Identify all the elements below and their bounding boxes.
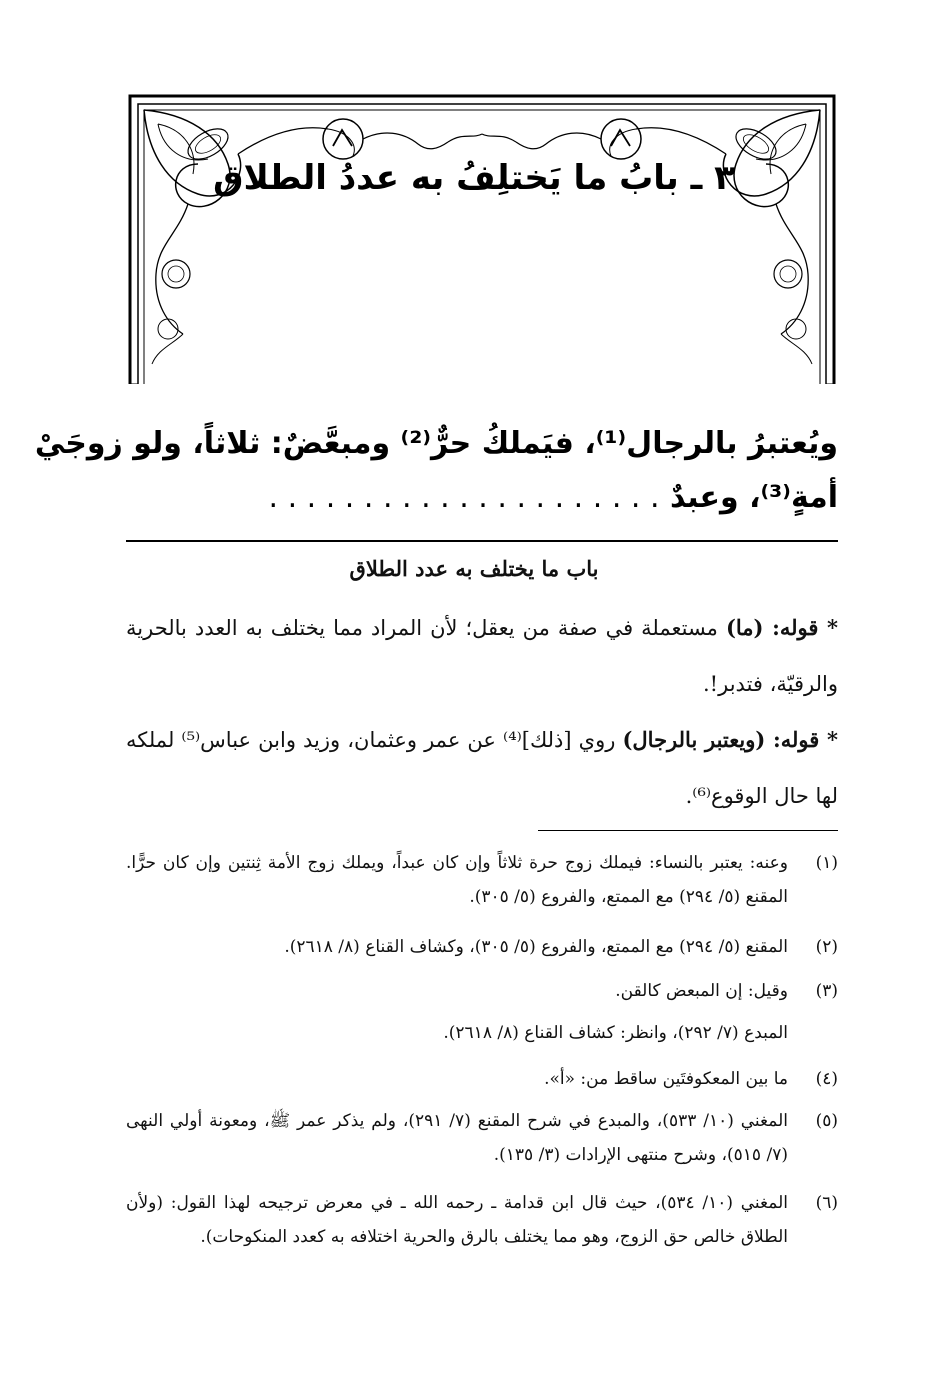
footnote-number: (٣) xyxy=(815,981,838,1001)
footnote-divider xyxy=(538,830,838,831)
commentary-paragraph-2 xyxy=(126,712,838,824)
matn-line-1: ويُعتبرُ بالرجال⁽¹⁾، فيَملكُ حرٌّ⁽²⁾ ومبعَّضٌ: ثلاثاً، ولو زوجَيْ xyxy=(34,426,838,461)
footnote-text: وعنه: يعتبر بالنساء: فيملك زوج حرة ثلاثاً وإن كان عبداً، ويملك زوج الأمة ثِنتين وإن كان حرًّا. المقنع (٥/ ٢٩٤) مع الممتع، والفروع (٥/ ٣٠٥). xyxy=(126,853,788,907)
ornamental-frame xyxy=(128,94,836,384)
matn-dots: . . . . . . . . . . . . . . . . . . . . . xyxy=(268,480,660,515)
footnote-text: المقنع (٥/ ٢٩٤) مع الممتع، والفروع (٥/ ٣٠٥)، وكشاف القناع (٨/ ٢٦١٨). xyxy=(284,937,788,957)
frame-ornament-icon xyxy=(128,94,836,384)
footnote-text: المغني (١٠/ ٥٣٣)، والمبدع في شرح المقنع (٧/ ٢٩١)، ولم يذكر عمر ﷺ، ومعونة أولي النهى (٧/ ٥١٥)، وشرح منتهى الإرادات (٣/ ١٣٥). xyxy=(126,1111,788,1165)
footnote-number: (٦) xyxy=(815,1193,838,1213)
chapter-title: ٣ ـ بابُ ما يَختلِفُ به عددُ الطلاق xyxy=(213,158,735,198)
paragraph-2-lead: * قوله: (ويعتبر بالرجال) xyxy=(622,727,839,752)
footnote xyxy=(126,846,838,914)
footnote xyxy=(126,930,838,964)
paragraph-1-text: مستعملة في صفة من يعقل؛ لأن المراد مما يختلف به العدد بالحرية والرقيّة، فتدبر!. xyxy=(126,616,838,696)
footnote-number: (١) xyxy=(815,853,838,873)
footnote-continuation xyxy=(126,1016,838,1050)
footnote xyxy=(126,1186,838,1254)
footnote-text: المغني (١٠/ ٥٣٤)، حيث قال ابن قدامة ـ رحمه الله ـ في معرض ترجيحه لهذا القول: (ولأن الطلاق خالص حق الزوج، وهو مما يختلف بالرق والحرية اختلافه به كعدد المنكوحات). xyxy=(126,1193,788,1247)
matn-line-2 xyxy=(120,480,838,515)
footnote-text: ما بين المعكوفتَين ساقط من: «أ». xyxy=(544,1069,788,1089)
commentary-paragraph-1 xyxy=(126,600,838,712)
section-divider xyxy=(126,540,838,542)
commentary-heading: باب ما يختلف به عدد الطلاق xyxy=(349,556,599,581)
footnote-number: (٥) xyxy=(815,1111,838,1131)
footnote-number: (٢) xyxy=(815,937,838,957)
paragraph-2-text: روي [ذلك]⁽⁴⁾ عن عمر وعثمان، وزيد وابن عباس⁽⁵⁾ لملكه لها حال الوقوع⁽⁶⁾. xyxy=(126,728,838,808)
paragraph-1-lead: * قوله: (ما) xyxy=(725,615,839,640)
footnote xyxy=(126,1062,838,1096)
matn-line-2-text: أمةٍ⁽³⁾، وعبدٌ xyxy=(669,480,838,515)
footnote xyxy=(126,974,838,1008)
footnote-number: (٤) xyxy=(815,1069,838,1089)
footnote-text: المبدع (٧/ ٢٩٢)، وانظر: كشاف القناع (٨/ ٢٦١٨). xyxy=(443,1023,788,1043)
footnote-text: وقيل: إن المبعض كالقن. xyxy=(615,981,788,1001)
footnote xyxy=(126,1104,838,1172)
